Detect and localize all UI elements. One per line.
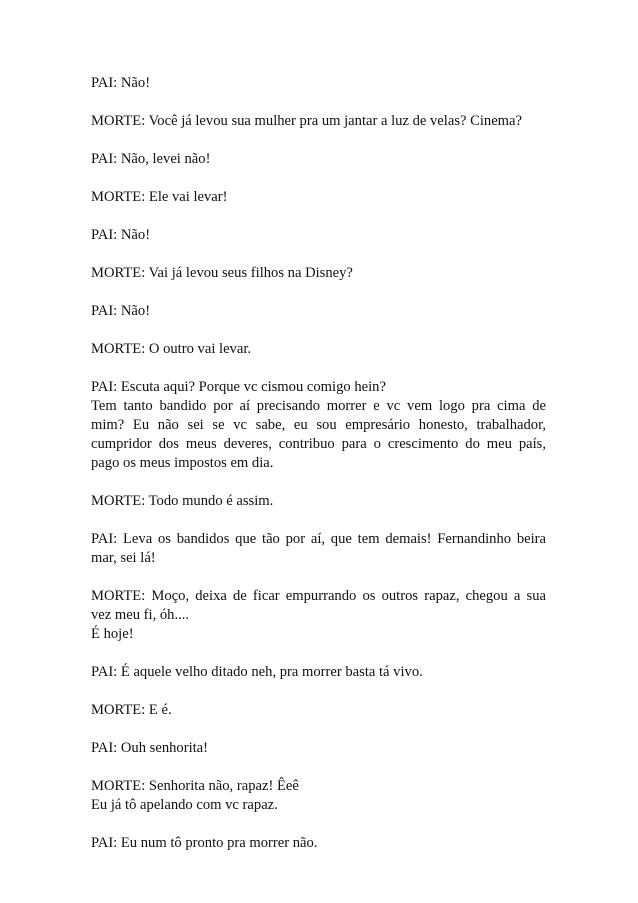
dialogue-line: pago os meus impostos em dia. [91, 455, 274, 471]
dialogue-paragraph-14 [91, 701, 546, 720]
dialogue-paragraph-13 [91, 663, 546, 682]
dialogue-paragraph-12 [91, 587, 546, 644]
dialogue-line: PAI: É aquele velho ditado neh, pra morrer basta tá vivo. [91, 664, 423, 680]
dialogue-paragraph-9 [91, 378, 546, 473]
dialogue-paragraph-7 [91, 302, 546, 321]
dialogue-line: MORTE: Moço, deixa de ficar empurrando os outros rapaz, chegou a sua [91, 588, 546, 604]
dialogue-paragraph-8 [91, 340, 546, 359]
dialogue-line: PAI: Ouh senhorita! [91, 740, 209, 756]
dialogue-line: PAI: Não! [91, 75, 151, 91]
dialogue-paragraph-5 [91, 226, 546, 245]
dialogue-line: É hoje! [91, 626, 134, 642]
dialogue-line: PAI: Escuta aqui? Porque vc cismou comigo hein? [91, 379, 386, 395]
dialogue-paragraph-10 [91, 492, 546, 511]
dialogue-paragraph-2 [91, 112, 546, 131]
dialogue-line: PAI: Não, levei não! [91, 151, 211, 167]
dialogue-line: MORTE: Todo mundo é assim. [91, 493, 274, 509]
dialogue-paragraph-15 [91, 739, 546, 758]
dialogue-paragraph-6 [91, 264, 546, 283]
dialogue-line: PAI: Eu num tô pronto pra morrer não. [91, 835, 318, 851]
dialogue-line: MORTE: Senhorita não, rapaz! Êeê [91, 778, 299, 794]
dialogue-paragraph-1 [91, 74, 546, 93]
dialogue-line: MORTE: E é. [91, 702, 172, 718]
dialogue-line: vez meu fi, óh.... [91, 607, 190, 623]
dialogue-line: PAI: Não! [91, 303, 151, 319]
dialogue-line: Tem tanto bandido por aí precisando morrer e vc vem logo pra cima de [91, 398, 546, 414]
document-page [91, 74, 546, 872]
dialogue-paragraph-4 [91, 188, 546, 207]
dialogue-line: MORTE: Ele vai levar! [91, 189, 228, 205]
dialogue-paragraph-3 [91, 150, 546, 169]
dialogue-line: MORTE: Você já levou sua mulher pra um jantar a luz de velas? Cinema? [91, 113, 522, 129]
dialogue-line: MORTE: Vai já levou seus filhos na Disney? [91, 265, 353, 281]
dialogue-line: MORTE: O outro vai levar. [91, 341, 252, 357]
dialogue-line: Eu já tô apelando com vc rapaz. [91, 797, 278, 813]
dialogue-line: PAI: Leva os bandidos que tão por aí, que tem demais! Fernandinho beira [91, 531, 546, 547]
dialogue-line: mim? Eu não sei se vc sabe, eu sou empresário honesto, trabalhador, [91, 417, 546, 433]
dialogue-paragraph-17 [91, 834, 546, 853]
dialogue-paragraph-11 [91, 530, 546, 568]
dialogue-paragraph-16 [91, 777, 546, 815]
dialogue-line: PAI: Não! [91, 227, 151, 243]
dialogue-line: mar, sei lá! [91, 550, 156, 566]
dialogue-line: cumpridor dos meus deveres, contribuo para o crescimento do meu país, [91, 436, 546, 452]
